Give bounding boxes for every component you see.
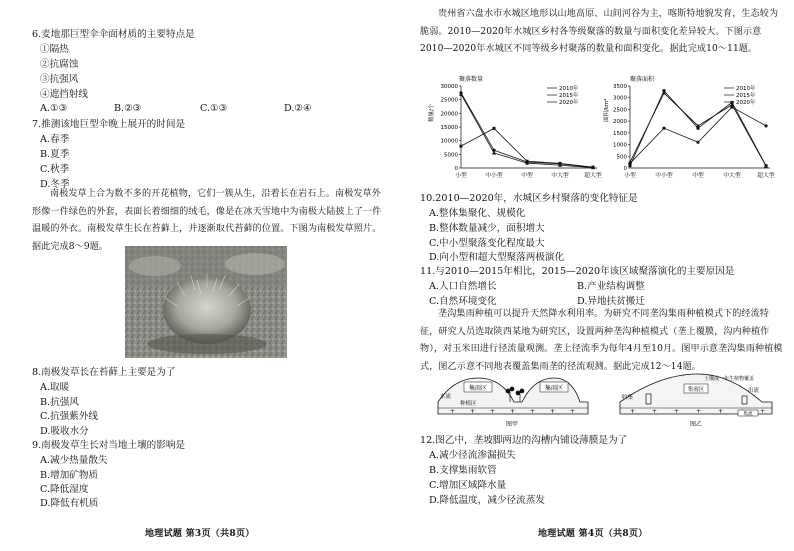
- chart2-ytick-label: 0: [623, 166, 627, 172]
- chart2-xtick-label: 中小型: [655, 173, 673, 179]
- right-page: [397, 0, 794, 551]
- chart2-legend-label: 2020年: [736, 100, 756, 106]
- q10-stem: 10.2010—2020年，水城区乡村聚落的变化特征是: [420, 193, 638, 204]
- svg-text:+: +: [570, 408, 576, 415]
- footer-right: 地理试题 第4页（共8页）: [538, 529, 648, 539]
- fig-b-right-label: 出流: [748, 388, 760, 394]
- chart1-xtick-label: 小型: [455, 173, 467, 179]
- fig-b-left-label: 收集: [622, 395, 634, 401]
- fig-a-left-ridge-label: 集雨区: [468, 385, 488, 392]
- fig-a-caption: 图甲: [505, 421, 519, 428]
- q8-option-a[interactable]: A.取暖: [40, 382, 70, 393]
- q8-option-d[interactable]: D.吸收水分: [40, 426, 89, 437]
- chart2-ytick-label: 500: [616, 154, 627, 161]
- q9-stem: 9.南极发草生长对当地土壤的影响是: [32, 440, 186, 451]
- q11-option-b[interactable]: B.产业结构调整: [577, 281, 645, 292]
- passage-8-9: 南极发草上合为数不多的开花植物，它们一簇从生，沿着长在岩石上。南极发草外形像一件绿色的外套，表面长着细细的绒毛，像是在冰天雪地中为南极大陆披上了一件温暖的外衣。南极发草生长在苔藓上，并逐渐取代苔藓的位置。下图为南极发草照片。据此完成8～9题。: [32, 189, 382, 252]
- fig-b-caption: 图乙: [689, 421, 703, 428]
- chart1-point: [493, 127, 496, 130]
- q12-stem: 12.图乙中，垄坡脚两边的沟槽内铺设薄膜是为了: [420, 435, 628, 446]
- q8-stem: 8.南极发草长在苔藓上主要是为了: [32, 367, 176, 378]
- chart1-xtick-label: 超大型: [584, 173, 602, 179]
- svg-text:+: +: [450, 408, 456, 415]
- chart1-ytick-label: 20000: [440, 111, 458, 118]
- fig-a-stream-label: 水流: [440, 394, 452, 400]
- chart1-xtick-label: 中小型: [485, 173, 503, 179]
- q10-option-c[interactable]: C.中小型聚落变化程度最大: [429, 238, 545, 249]
- chart2-point: [629, 164, 632, 167]
- q10-option-d[interactable]: D.向小型和超大型聚落两极演化: [429, 252, 565, 263]
- chart1-legend-label: 2020年: [559, 100, 579, 106]
- chart1-ytick-label: 5000: [444, 152, 458, 159]
- figure-a: [438, 378, 588, 428]
- chart-settlement-count: [427, 72, 602, 184]
- chart1-ytick-label: 0: [454, 166, 458, 172]
- q9-option-a[interactable]: A.减少热量散失: [40, 455, 108, 466]
- chart2-ytick-label: 1000: [613, 142, 627, 149]
- q7-stem: 7.推测该地巨型伞晚上展开的时间是: [32, 119, 186, 130]
- q9-option-d[interactable]: D.降低有机质: [40, 498, 99, 509]
- chart1-ytick-label: 30000: [440, 84, 458, 90]
- chart1-legend-label: 2015年: [559, 93, 579, 99]
- q6-item-2: ②抗腐蚀: [40, 59, 79, 70]
- fig-b-top-label: 土壤或一年生植物覆盖: [704, 376, 755, 382]
- passage-10-11: 贵州省六盘水市水城区地形以山地高原、山间河谷为主，喀斯特地貌发育，生态较为脆弱。2010—2020年水城区乡村各等级聚落的数量与面积变化差异较大。下图示意2010—2020年水城区不同等级乡村聚落的数量和面积变化。据此完成10～11题。: [420, 9, 779, 54]
- chart1-point: [492, 151, 496, 155]
- svg-text:+: +: [470, 408, 476, 415]
- chart2-ytick-label: 3000: [613, 95, 627, 102]
- fig-a-furrow-label: 种植区: [460, 401, 477, 407]
- fig-b-ridge-label: 集雨区: [687, 387, 705, 393]
- svg-text:+: +: [760, 408, 766, 415]
- q7-option-b[interactable]: B.夏季: [40, 149, 70, 160]
- q10-option-a[interactable]: A.整体集聚化、规模化: [429, 208, 526, 219]
- chart2-ytick-label: 1500: [613, 130, 627, 137]
- chart2-point: [696, 141, 699, 144]
- chart-settlement-area: [602, 72, 777, 184]
- q6-item-1: ①隔热: [40, 44, 69, 55]
- q11-option-c[interactable]: C.自然环境变化: [429, 296, 497, 307]
- chart2-legend-label: 2010年: [736, 86, 756, 92]
- q12-option-a[interactable]: A.减少径流渗漏损失: [429, 450, 516, 461]
- q7-option-c[interactable]: C.秋季: [40, 164, 70, 175]
- chart2-series-line-2010年: [630, 107, 766, 163]
- svg-text:+: +: [718, 408, 724, 415]
- q11-stem: 11.与2010—2015年相比，2015—2020年该区域聚落演化的主要原因是: [420, 266, 735, 277]
- svg-text:+: +: [550, 408, 556, 415]
- q7-option-a[interactable]: A.春季: [40, 134, 70, 145]
- chart2-legend-label: 2015年: [736, 93, 756, 99]
- fig-a-right-ridge-label: 集雨区: [544, 385, 564, 392]
- q8-option-b[interactable]: B.抗强风: [40, 397, 79, 408]
- chart2-title: 聚落面积: [630, 76, 655, 83]
- svg-text:+: +: [530, 408, 536, 415]
- q6-option-c[interactable]: C.①③: [200, 103, 228, 114]
- chart2-point: [662, 127, 665, 130]
- chart2-xtick-label: 小型: [624, 173, 636, 179]
- chart2-y-unit: 面积/km²: [604, 98, 610, 122]
- fig-b-pipe-label: 集流: [743, 412, 753, 417]
- q9-option-b[interactable]: B.增加矿物质: [40, 470, 99, 481]
- q11-option-a[interactable]: A.人口自然增长: [429, 281, 497, 292]
- ridge-furrow-diagram: [430, 372, 780, 428]
- figure-b: [620, 374, 772, 428]
- q10-option-b[interactable]: B.整体数量减少，面积增大: [429, 223, 545, 234]
- hairgrass-illustration: [125, 246, 287, 358]
- q12-option-b[interactable]: B.支撑集雨软管: [429, 465, 497, 476]
- chart2-xtick-label: 中大型: [723, 173, 741, 179]
- q9-option-c[interactable]: C.降低湿度: [40, 484, 89, 495]
- chart1-y-unit: 数量/个: [429, 103, 435, 122]
- q6-stem: 6.麦地那巨型伞伞面材质的主要特点是: [32, 29, 195, 40]
- q8-option-c[interactable]: C.抗强紫外线: [40, 411, 99, 422]
- chart1-ytick-label: 10000: [440, 138, 458, 145]
- chart2-point: [764, 124, 767, 127]
- q11-option-d[interactable]: D.异地扶贫搬迁: [577, 296, 645, 307]
- antarctic-hairgrass-photo: [125, 246, 287, 358]
- svg-text:+: +: [696, 408, 702, 415]
- svg-text:+: +: [490, 408, 496, 415]
- footer-left: 地理试题 第3页（共8页）: [145, 529, 255, 539]
- chart2-ytick-label: 2500: [613, 107, 627, 114]
- chart2-ytick-label: 3500: [613, 84, 627, 90]
- chart2-xtick-label: 中型: [692, 173, 704, 179]
- svg-text:+: +: [652, 408, 658, 415]
- svg-text:+: +: [630, 408, 636, 415]
- chart2-xtick-label: 超大型: [757, 173, 775, 179]
- svg-text:+: +: [510, 408, 516, 415]
- chart1-xtick-label: 中型: [521, 173, 533, 179]
- q12-option-c[interactable]: C.增加区域降水量: [429, 480, 507, 491]
- q6-option-d[interactable]: D.②④: [284, 103, 312, 114]
- chart1-title: 聚落数量: [459, 76, 484, 83]
- chart1-ytick-label: 25000: [440, 97, 458, 104]
- chart1-legend-label: 2010年: [559, 86, 579, 92]
- q7-option-d[interactable]: D.冬季: [40, 179, 70, 190]
- q6-option-a[interactable]: A.①③: [40, 103, 68, 114]
- svg-text:+: +: [674, 408, 680, 415]
- q6-item-4: ④遮挡射线: [40, 89, 88, 100]
- passage-12-14: 垄沟集雨种植可以提升天然降水利用率。为研究不同垄沟集雨种植模式下的经流特征，研究人员选取陕西某地为研究区，设置两种垄沟种植模式（垄上覆膜，沟内种植作物），对玉米田进行径流量观测。垄上径流季为每年4月至10月。图甲示意垄沟集雨种植模式，图乙示意不同地表覆盖集雨垄的径流观测。据此完成12～14题。: [420, 309, 783, 372]
- q6-option-b[interactable]: B.②③: [114, 103, 142, 114]
- q6-item-3: ③抗强风: [40, 74, 79, 85]
- chart1-xtick-label: 中大型: [551, 173, 569, 179]
- chart2-ytick-label: 2000: [613, 119, 627, 126]
- chart1-point: [460, 145, 463, 148]
- chart1-ytick-label: 15000: [440, 125, 458, 131]
- q12-option-d[interactable]: D.降低温度，减少径流蒸发: [429, 495, 545, 506]
